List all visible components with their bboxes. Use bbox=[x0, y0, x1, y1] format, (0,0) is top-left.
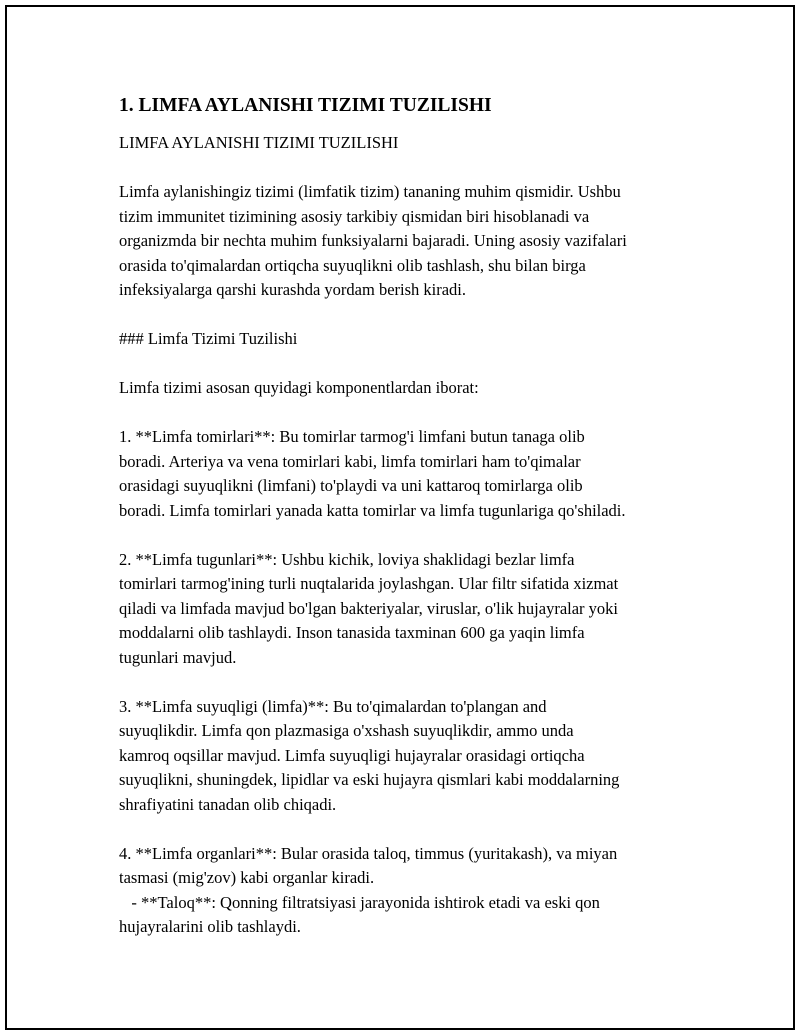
text-line: organizmda bir nechta muhim funksiyalarni bajaradi. Uning asosiy vazifalari bbox=[119, 231, 627, 250]
document-title: 1. LIMFA AYLANISHI TIZIMI TUZILISHI bbox=[119, 95, 492, 116]
text-line: 4. **Limfa organlari**: Bular orasida taloq, timmus (yuritakash), va miyan bbox=[119, 843, 618, 863]
text-line: ### Limfa Tizimi Tuzilishi bbox=[119, 329, 298, 348]
document-body bbox=[119, 93, 704, 940]
intro-paragraph bbox=[119, 180, 704, 303]
text-line: - **Taloq**: Qonning filtratsiyasi jarayonida ishtirok etadi va eski qon bbox=[119, 892, 600, 912]
text-line: tizim immunitet tizimining asosiy tarkibiy qismidan biri hisoblanadi va bbox=[119, 206, 590, 226]
text-line: 1. **Limfa tomirlari**: Bu tomirlar tarmog'i limfani butun tanaga olib bbox=[119, 427, 585, 446]
components-intro-paragraph bbox=[119, 376, 704, 401]
text-line: 3. **Limfa suyuqligi (limfa)**: Bu to'qimalardan to'plangan and bbox=[119, 696, 547, 716]
section-heading bbox=[119, 327, 704, 352]
list-item-limfa-tugunlari bbox=[119, 548, 704, 671]
text-line: moddalarni olib tashlaydi. Inson tanasida taxminan 600 ga yaqin limfa bbox=[119, 623, 585, 642]
text-line: Limfa aylanishingiz tizimi (limfatik tizim) tananing muhim qismidir. Ushbu bbox=[119, 182, 621, 201]
text-line: orasidagi suyuqlikni (limfani) to'playdi va uni kattaroq tomirlarga olib bbox=[119, 476, 583, 495]
subtitle-paragraph bbox=[119, 131, 704, 156]
text-line: tomirlari tarmog'ining turli nuqtalarida joylashgan. Ular filtr sifatida xizmat bbox=[119, 574, 619, 593]
text-line: LIMFA AYLANISHI TIZIMI TUZILISHI bbox=[119, 133, 399, 152]
list-item-limfa-suyuqligi bbox=[119, 695, 704, 818]
list-item-limfa-tomirlari bbox=[119, 425, 704, 523]
text-line: boradi. Limfa tomirlari yanada katta tomirlar va limfa tugunlariga qo'shiladi. bbox=[119, 500, 626, 520]
text-line: Limfa tizimi asosan quyidagi komponentlardan iborat: bbox=[119, 378, 479, 397]
text-line: tugunlari mavjud. bbox=[119, 647, 237, 667]
text-line: infeksiyalarga qarshi kurashda yordam berish kiradi. bbox=[119, 280, 467, 299]
text-line: qiladi va limfada mavjud bo'lgan bakteriyalar, viruslar, o'lik hujayralar yoki bbox=[119, 598, 619, 618]
text-line: orasida to'qimalardan ortiqcha suyuqlikni olib tashlash, shu bilan birga bbox=[119, 255, 586, 275]
text-line: suyuqlikni, shuningdek, lipidlar va eski hujayra qismlari kabi moddalarning bbox=[119, 770, 620, 789]
text-line: shrafiyatini tanadan olib chiqadi. bbox=[119, 794, 337, 814]
text-line: hujayralarini olib tashlaydi. bbox=[119, 917, 301, 936]
text-line: suyuqlikdir. Limfa qon plazmasiga o'xshash suyuqlikdir, ammo unda bbox=[119, 721, 574, 740]
text-line: kamroq oqsillar mavjud. Limfa suyuqligi hujayralar orasidagi ortiqcha bbox=[119, 745, 585, 765]
list-item-limfa-organlari bbox=[119, 842, 704, 940]
text-line: tasmasi (mig'zov) kabi organlar kiradi. bbox=[119, 868, 375, 887]
document-page bbox=[5, 5, 795, 1030]
text-line: boradi. Arteriya va vena tomirlari kabi, limfa tomirlari ham to'qimalar bbox=[119, 451, 581, 471]
text-line: 2. **Limfa tugunlari**: Ushbu kichik, loviya shaklidagi bezlar limfa bbox=[119, 549, 575, 569]
